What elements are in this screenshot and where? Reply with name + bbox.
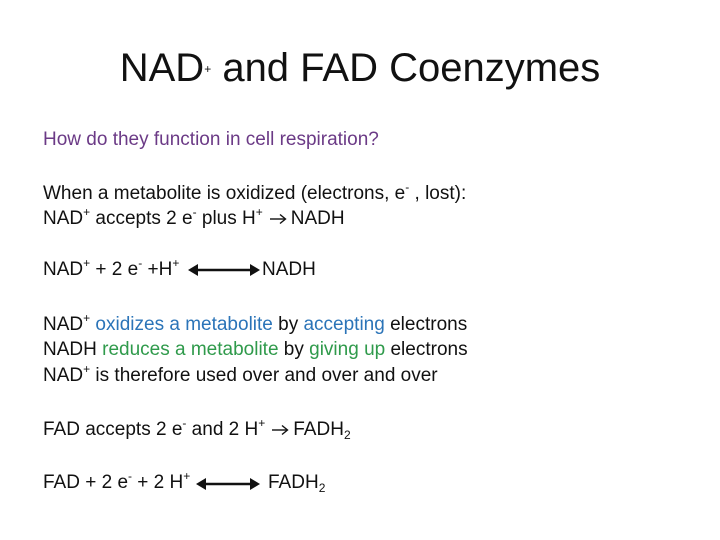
- arrow-right-icon: [269, 213, 287, 225]
- question-text: How do they function in cell respiration?: [43, 129, 379, 150]
- nad-equation-product: NADH: [262, 259, 316, 280]
- slide-title: NAD+ and FAD Coenzymes: [119, 46, 601, 90]
- fad-equation-product: $FADH_2$: [268, 472, 326, 495]
- nad-accepts-line: NAD+ accepts 2 e- plus H+ NADH: [43, 205, 345, 229]
- fad-equation-reactants: FAD + 2 e- + 2 H+: [43, 469, 191, 493]
- double-arrow-icon: [196, 476, 260, 492]
- fad-accepts-line: FAD accepts 2 e- and 2 H+ $FADH_2$: [43, 416, 351, 442]
- statement-oxidizes: NAD+ oxidizes a metabolite by accepting electrons: [43, 311, 468, 335]
- nad-equation-reactants: NAD+ + 2 e- +H+: [43, 256, 180, 280]
- statement-reduces: NADH reduces a metabolite by giving up electrons: [43, 339, 468, 360]
- double-arrow-icon: [188, 262, 260, 278]
- statement-reused: NAD+ is therefore used over and over and over: [43, 362, 438, 386]
- oxidized-line: When a metabolite is oxidized (electrons, e- , lost):: [43, 180, 467, 204]
- arrow-right-icon: [271, 424, 289, 436]
